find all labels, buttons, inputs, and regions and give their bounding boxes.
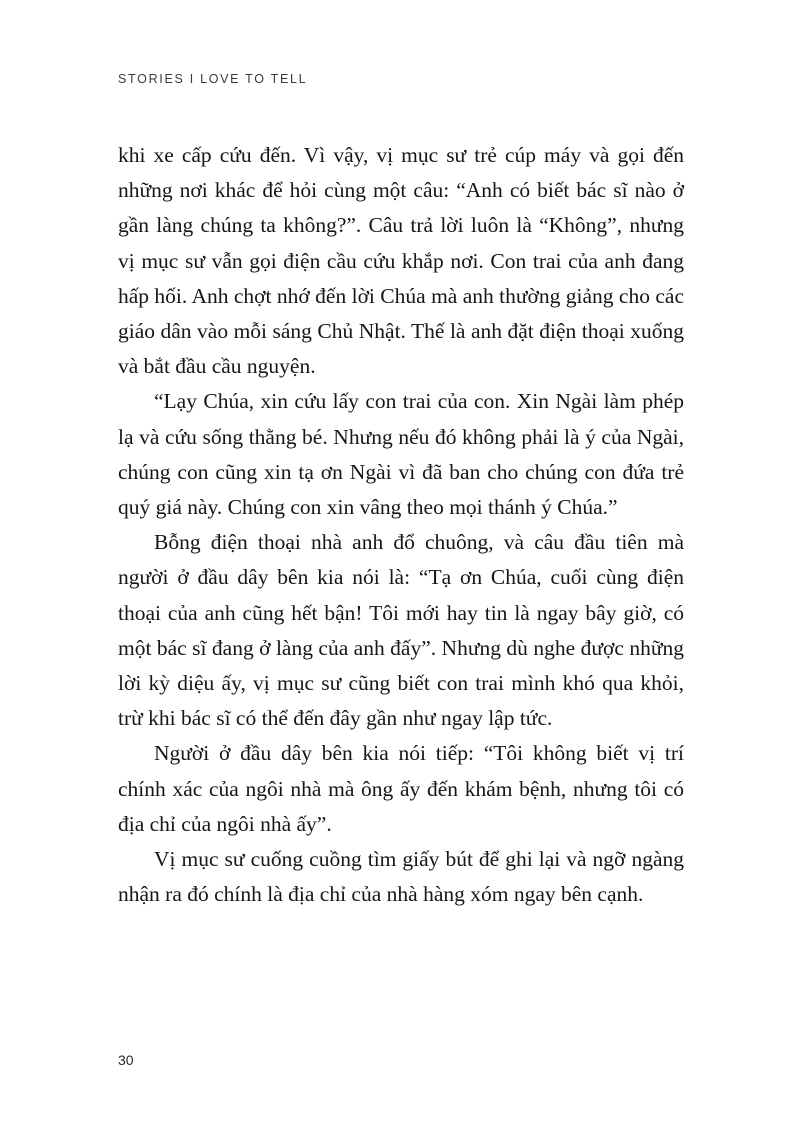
paragraph: Người ở đầu dây bên kia nói tiếp: “Tôi không biết vị trí chính xác của ngôi nhà mà ông ấy đến khám bệnh, nhưng tôi có địa chỉ của ngôi nhà ấy”.	[118, 741, 684, 836]
body-text	[118, 138, 684, 912]
page-number: 30	[118, 1052, 134, 1068]
running-head: STORIES I LOVE TO TELL	[118, 72, 308, 86]
paragraph: khi xe cấp cứu đến. Vì vậy, vị mục sư trẻ cúp máy và gọi đến những nơi khác để hỏi cùng một câu: “Anh có biết bác sĩ nào ở gần làng chúng ta không?”. Câu trả lời luôn là “Không”, nhưng vị mục sư vẫn gọi điện cầu cứu khắp nơi. Con trai của anh đang hấp hối. Anh chợt nhớ đến lời Chúa mà anh thường giảng cho các giáo dân vào mỗi sáng Chủ Nhật. Thế là anh đặt điện thoại xuống và bắt đầu cầu nguyện.	[118, 143, 684, 379]
paragraph: Vị mục sư cuống cuồng tìm giấy bút để ghi lại và ngỡ ngàng nhận ra đó chính là địa chỉ của nhà hàng xóm ngay bên cạnh.	[118, 847, 684, 907]
paragraph: Bỗng điện thoại nhà anh đổ chuông, và câu đầu tiên mà người ở đầu dây bên kia nói là: “Tạ ơn Chúa, cuối cùng điện thoại của anh cũng hết bận! Tôi mới hay tin là ngay bây giờ, có một bác sĩ đang ở làng của anh đấy”. Nhưng dù nghe được những lời kỳ diệu ấy, vị mục sư cũng biết con trai mình khó qua khỏi, trừ khi bác sĩ có thể đến đây gần như ngay lập tức.	[118, 530, 684, 731]
paragraph: “Lạy Chúa, xin cứu lấy con trai của con. Xin Ngài làm phép lạ và cứu sống thằng bé. Nhưng nếu đó không phải là ý của Ngài, chúng con cũng xin tạ ơn Ngài vì đã ban cho chúng con đứa trẻ quý giá này. Chúng con xin vâng theo mọi thánh ý Chúa.”	[118, 389, 684, 520]
